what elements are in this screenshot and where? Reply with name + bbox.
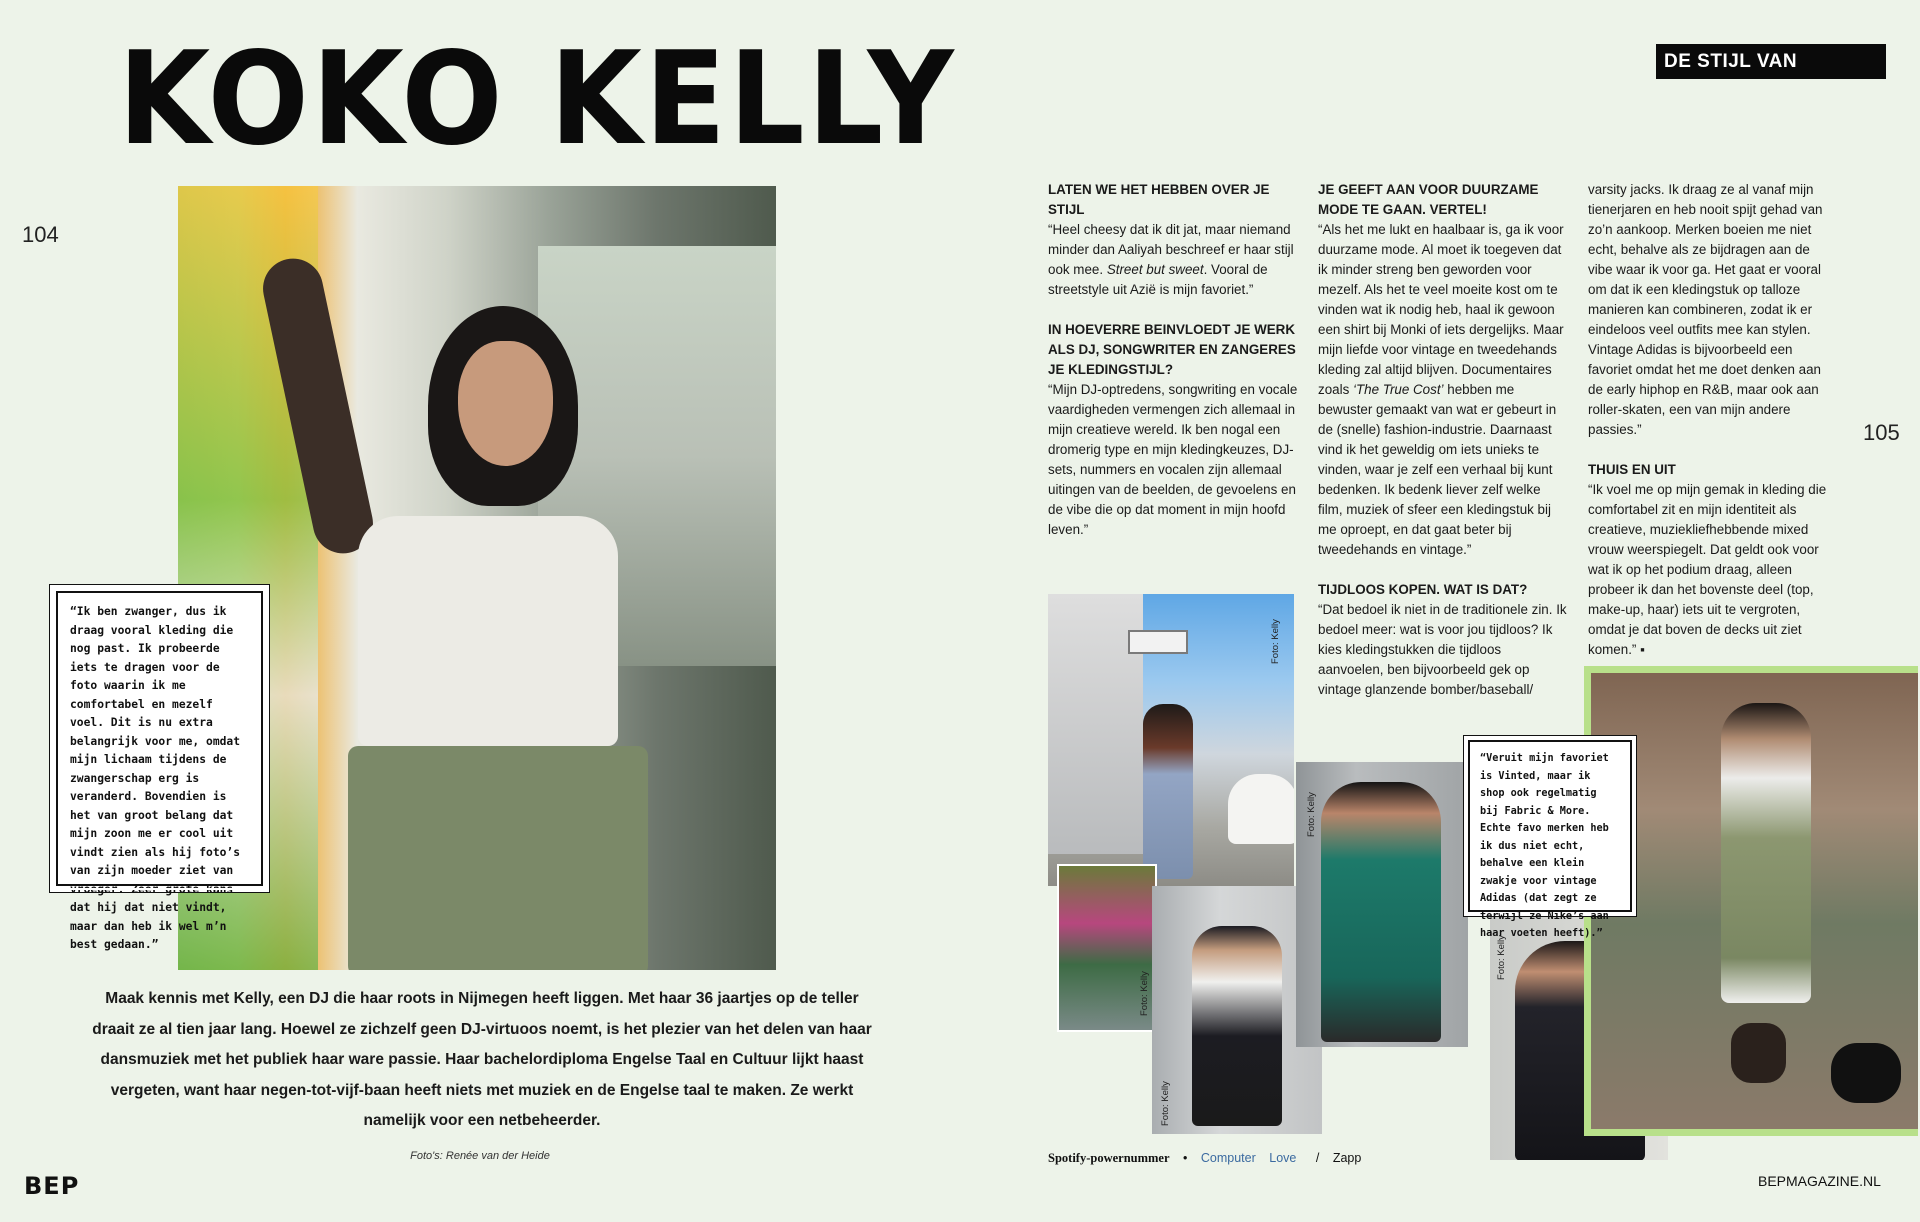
section-tag: DE STIJL VAN: [1656, 44, 1886, 79]
intro-paragraph: Maak kennis met Kelly, een DJ die haar roots in Nijmegen heeft liggen. Met haar 36 jaartjes op de teller draait ze al tien jaar lang. Hoewel ze zichzelf geen DJ-virtuoos noemt, is het plezier van het delen van haar dansmuziek met het publiek haar ware passie. Haar bachelordiploma Engelse Taal en Cultuur lijkt haast vergeten, want haar negen-tot-vijf-baan heeft niets met muziek en de Engelse taal te maken. Ze werkt namelijk voor een netbeheerder.: [92, 990, 872, 1129]
answer-paragraph: “Heel cheesy dat ik dit jat, maar niemand minder dan Aaliyah beschreef er haar stijl ook mee. Street but sweet. Vooral de streetstyle uit Azië is mijn favoriet.”: [1048, 222, 1294, 297]
answer-paragraph: “Ik voel me op mijn gemak in kleding die comfortabel zit en mijn identiteit als creatieve, muziekliefhebbende mixed vrouw weerspiegelt. Dat geldt ook voor wat ik op het podium draag, alleen probeer ik dan het bovenste deel (top, make-up, haar) iets uit te vergroten, omdat je dat boven de decks uit ziet komen.” ▪: [1588, 482, 1827, 657]
page-number-right: 105: [1863, 420, 1900, 445]
answer-paragraph: varsity jacks. Ik draag ze al vanaf mijn tienerjaren en heb nooit spijt gehad van zo’n aankoop. Merken boeien me niet echt, behalve als ze bijdragen aan de vibe waar ik voor ga. Het gaat er vooral om dat ik een kledingstuk op talloze manieren kan combineren, zodat ik er eindeloos veel outfits mee kan stylen. Vintage Adidas is bijvoorbeeld een favoriet omdat het me doet denken aan de early hiphop en R&B, maar ook aan roller-skaten, een van mijn andere passies.”: [1588, 182, 1823, 437]
question-heading: TIJDLOOS KOPEN. WAT IS DAT?: [1318, 582, 1528, 597]
question-heading: JE GEEFT AAN VOOR DUURZAME MODE TE GAAN. VERTEL!: [1318, 182, 1539, 217]
answer-paragraph: “Dat bedoel ik niet in de traditionele zin. Ik bedoel meer: wat is voor jou tijdloos? Ik kies kledingstukken die tijdloos aanvoelen, ben bijvoorbeeld gek op vintage glanzende bomber/baseball/: [1318, 602, 1567, 697]
text-column-2: [1318, 180, 1568, 720]
question-heading: IN HOEVERRE BEINVLOEDT JE WERK ALS DJ, SONGWRITER EN ZANGERES JE KLEDINGSTIJL?: [1048, 322, 1296, 377]
headline: KOKO KELLY: [118, 25, 957, 174]
pull-quote-left: “Ik ben zwanger, dus ik draag vooral kleding die nog past. Ik probeerde iets te dragen voor de foto waarin ik me comfortabel en mezelf voel. Dit is nu extra belangrijk voor me, omdat mijn lichaam tijdens de zwangerschap erg is veranderd. Bovendien is het van groot belang dat mijn zoon me er cool uit vindt zien als hij foto’s van zijn moeder ziet van vroeger. Zeer grote kans dat hij dat niet vindt, maar dan heb ik wel m’n best gedaan.”: [56, 591, 263, 886]
answer-paragraph: “Als het me lukt en haalbaar is, ga ik voor duurzame mode. Al moet ik toegeven dat ik minder streng ben geworden voor mezelf. Als het te veel moeite kost om te vinden wat ik nodig heb, haal ik gewoon een shirt bij Monki of iets dergelijks. Maar mijn liefde voor vintage en tweedehands kleding zal altijd blijven. Documentaires zoals ‘The True Cost’ hebben me bewuster gemaakt van wat er gebeurt in de (snelle) fashion-industrie. Daarnaast vind ik het geweldig om iets unieks te vinden, waar je zelf een verhaal bij kunt bedenken. Ik bedenk liever zelf welke film, muziek of sfeer een kledingstuk bij me oproept, en dat gaat beter bij tweedehands en vintage.”: [1318, 222, 1564, 557]
spotify-powernummer: [1048, 1151, 1361, 1166]
text-column-1: [1048, 180, 1298, 560]
photo-credit: Foto's: Renée van der Heide: [410, 1150, 550, 1162]
text-column-3: [1588, 180, 1838, 660]
artist-name: Zapp: [1332, 1151, 1362, 1165]
website-url[interactable]: BEPMAGAZINE.NL: [1758, 1173, 1881, 1189]
group-photo: [1057, 864, 1157, 1032]
question-heading: THUIS EN UIT: [1588, 462, 1676, 477]
photo-credit-label: Foto: Kelly: [1496, 935, 1507, 980]
song-title-word: Love: [1269, 1151, 1297, 1165]
spotify-label: Spotify-powernummer: [1048, 1151, 1170, 1165]
photo-credit-label: Foto: Kelly: [1139, 971, 1150, 1016]
bullet: •: [1183, 1151, 1188, 1165]
mirror-selfie-photo: [1296, 762, 1468, 1047]
answer-paragraph: “Mijn DJ-optredens, songwriting en vocale vaardigheden vermengen zich allemaal in mijn creatieve wereld. Ik ben nogal een dromerig type en mijn kledingkeuzes, DJ-sets, nummers en vocalen zijn allemaal uitingen van de beelden, de gevoelens en de vibe die op dat moment in mijn hoofd leven.”: [1048, 382, 1298, 537]
pull-quote-right: “Veruit mijn favoriet is Vinted, maar ik shop ook regelmatig bij Fabric & More. Echte favo merken heb ik dus niet echt, behalve een klein zwakje voor vintage Adidas (dat zegt ze terwijl ze Nike’s aan haar voeten heeft).”: [1468, 740, 1632, 912]
separator: /: [1315, 1151, 1320, 1165]
page-number-left: 104: [22, 222, 59, 247]
main-portrait-photo: [178, 186, 776, 970]
street-photo: [1048, 594, 1294, 886]
song-title-word: Computer: [1200, 1151, 1256, 1165]
magazine-logo: BEP: [24, 1172, 80, 1200]
photo-credit-label: Foto: Kelly: [1160, 1081, 1171, 1126]
photo-credit-label: Foto: Kelly: [1270, 619, 1281, 664]
photo-credit-label: Foto: Kelly: [1306, 792, 1317, 837]
question-heading: LATEN WE HET HEBBEN OVER JE STIJL: [1048, 182, 1270, 217]
dog-walk-photo: [1584, 666, 1918, 1136]
